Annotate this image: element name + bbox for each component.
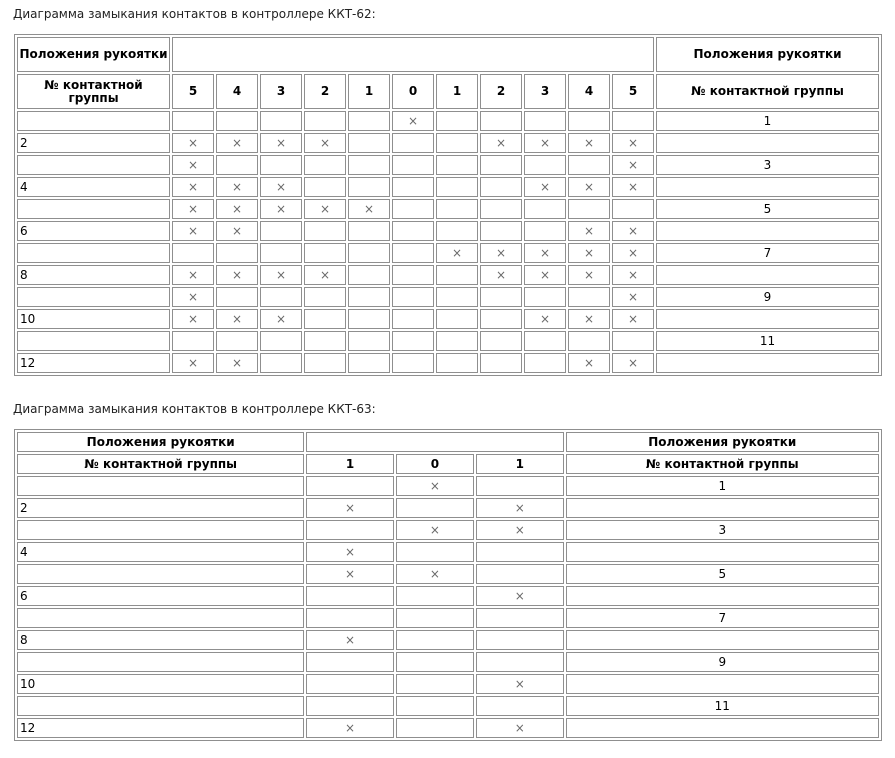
- contact-cell: [396, 542, 474, 562]
- contact-cell: [476, 630, 563, 650]
- contact-cell: [172, 243, 214, 263]
- contact-closed-mark: ×: [396, 520, 474, 540]
- header-contact-group-left: № контактной группы: [17, 454, 304, 474]
- contact-closed-mark: ×: [172, 133, 214, 153]
- contact-closed-mark: ×: [216, 309, 258, 329]
- contact-closed-mark: ×: [612, 221, 654, 241]
- table-row: [17, 586, 879, 606]
- position-header: 4: [216, 74, 258, 109]
- table-row: [17, 287, 879, 307]
- contact-cell: [436, 265, 478, 285]
- contact-cell: [216, 243, 258, 263]
- group-number-left: [17, 652, 304, 672]
- contact-cell: [480, 177, 522, 197]
- contact-closed-mark: ×: [172, 177, 214, 197]
- contact-cell: [306, 696, 393, 716]
- group-number-right: [656, 309, 879, 329]
- contact-cell: [480, 331, 522, 351]
- contact-cell: [396, 718, 474, 738]
- contact-closed-mark: ×: [304, 199, 346, 219]
- header-contact-group-left: № контактной группы: [17, 74, 170, 109]
- contact-closed-mark: ×: [568, 353, 610, 373]
- contact-closed-mark: ×: [476, 674, 563, 694]
- table-row: [17, 155, 879, 175]
- contact-closed-mark: ×: [480, 265, 522, 285]
- contact-cell: [524, 199, 566, 219]
- contact-closed-mark: ×: [612, 353, 654, 373]
- contact-closed-mark: ×: [480, 133, 522, 153]
- contact-closed-mark: ×: [524, 177, 566, 197]
- contact-closed-mark: ×: [260, 177, 302, 197]
- group-number-left: [17, 111, 170, 131]
- group-number-left: 12: [17, 353, 170, 373]
- table-row: [17, 542, 879, 562]
- group-number-left: 12: [17, 718, 304, 738]
- contact-cell: [304, 353, 346, 373]
- contact-cell: [480, 353, 522, 373]
- header-handle-positions-left: Положения рукоятки: [17, 432, 304, 452]
- group-number-right: [566, 630, 879, 650]
- contact-cell: [396, 630, 474, 650]
- contact-closed-mark: ×: [216, 133, 258, 153]
- group-number-left: 2: [17, 133, 170, 153]
- contact-cell: [436, 199, 478, 219]
- group-number-right: [656, 353, 879, 373]
- contact-cell: [348, 221, 390, 241]
- contact-cell: [436, 155, 478, 175]
- diagram-caption-kkt62: Диаграмма замыкания контактов в контроллере ККТ-62:: [13, 7, 376, 21]
- table-row: [17, 221, 879, 241]
- contact-cell: [436, 111, 478, 131]
- contact-closed-mark: ×: [476, 520, 563, 540]
- group-number-right: 9: [566, 652, 879, 672]
- contact-closed-mark: ×: [612, 155, 654, 175]
- contact-cell: [392, 331, 434, 351]
- contact-cell: [306, 476, 393, 496]
- group-number-right: [566, 542, 879, 562]
- contact-closed-mark: ×: [306, 564, 393, 584]
- group-number-left: [17, 243, 170, 263]
- contact-closed-mark: ×: [260, 199, 302, 219]
- contact-cell: [306, 586, 393, 606]
- contact-cell: [436, 353, 478, 373]
- table-row: [17, 652, 879, 672]
- contact-cell: [436, 287, 478, 307]
- header-row-positions: [17, 432, 879, 452]
- group-number-left: 2: [17, 498, 304, 518]
- contact-closed-mark: ×: [260, 309, 302, 329]
- table-row: [17, 718, 879, 738]
- contact-cell: [436, 309, 478, 329]
- contact-closed-mark: ×: [216, 265, 258, 285]
- contact-cell: [306, 520, 393, 540]
- contact-cell: [172, 111, 214, 131]
- group-number-right: [566, 498, 879, 518]
- contact-closed-mark: ×: [568, 133, 610, 153]
- contact-closed-mark: ×: [524, 243, 566, 263]
- position-header: 0: [392, 74, 434, 109]
- contact-cell: [260, 287, 302, 307]
- contact-closed-mark: ×: [304, 265, 346, 285]
- table-row: [17, 608, 879, 628]
- group-number-left: [17, 155, 170, 175]
- contact-closed-mark: ×: [216, 353, 258, 373]
- contact-cell: [480, 111, 522, 131]
- header-handle-positions-left: Положения рукоятки: [17, 37, 170, 72]
- header-contact-group-right: № контактной группы: [566, 454, 879, 474]
- contact-closed-mark: ×: [396, 564, 474, 584]
- contact-cell: [392, 155, 434, 175]
- contact-cell: [392, 309, 434, 329]
- contact-cell: [392, 221, 434, 241]
- contact-closed-mark: ×: [172, 199, 214, 219]
- contact-cell: [612, 111, 654, 131]
- contact-cell: [348, 177, 390, 197]
- contact-closed-mark: ×: [172, 221, 214, 241]
- contact-cell: [524, 353, 566, 373]
- group-number-right: [656, 221, 879, 241]
- contact-closed-mark: ×: [172, 353, 214, 373]
- contact-cell: [216, 331, 258, 351]
- table-row: [17, 331, 879, 351]
- contact-cell: [348, 309, 390, 329]
- contact-cell: [480, 155, 522, 175]
- group-number-right: 11: [656, 331, 879, 351]
- contact-cell: [260, 111, 302, 131]
- table-row: [17, 243, 879, 263]
- group-number-left: 4: [17, 542, 304, 562]
- group-number-right: 1: [566, 476, 879, 496]
- table-row: [17, 353, 879, 373]
- contact-cell: [524, 155, 566, 175]
- contact-cell: [568, 111, 610, 131]
- group-number-left: [17, 331, 170, 351]
- contact-cell: [304, 111, 346, 131]
- group-number-right: [566, 586, 879, 606]
- contact-closed-mark: ×: [568, 243, 610, 263]
- contact-closed-mark: ×: [392, 111, 434, 131]
- contact-closed-mark: ×: [480, 243, 522, 263]
- diagram-caption-kkt63: Диаграмма замыкания контактов в контроллере ККТ-63:: [13, 402, 376, 416]
- group-number-right: 3: [656, 155, 879, 175]
- contact-cell: [348, 243, 390, 263]
- contact-cell: [306, 608, 393, 628]
- contact-closed-mark: ×: [476, 498, 563, 518]
- contact-cell: [436, 133, 478, 153]
- contact-cell: [392, 265, 434, 285]
- contact-cell: [476, 476, 563, 496]
- position-header: 1: [476, 454, 563, 474]
- contact-closed-mark: ×: [304, 133, 346, 153]
- contact-closed-mark: ×: [476, 586, 563, 606]
- contact-cell: [304, 155, 346, 175]
- group-number-left: [17, 608, 304, 628]
- contact-cell: [304, 331, 346, 351]
- contact-cell: [216, 155, 258, 175]
- table-row: [17, 265, 879, 285]
- contact-cell: [480, 199, 522, 219]
- contact-closed-mark: ×: [216, 221, 258, 241]
- contact-cell: [568, 199, 610, 219]
- contact-closed-mark: ×: [436, 243, 478, 263]
- contact-closed-mark: ×: [172, 155, 214, 175]
- group-number-left: [17, 564, 304, 584]
- header-contact-group-right: № контактной группы: [656, 74, 879, 109]
- group-number-left: [17, 476, 304, 496]
- contact-cell: [304, 243, 346, 263]
- contact-cell: [260, 243, 302, 263]
- contact-closed-mark: ×: [612, 133, 654, 153]
- contact-closed-mark: ×: [306, 542, 393, 562]
- group-number-right: 7: [656, 243, 879, 263]
- contact-cell: [476, 696, 563, 716]
- position-header: 3: [524, 74, 566, 109]
- header-positions-span: [172, 37, 654, 72]
- table-row: [17, 177, 879, 197]
- group-number-left: [17, 520, 304, 540]
- contact-cell: [396, 608, 474, 628]
- group-number-right: 1: [656, 111, 879, 131]
- contact-cell: [524, 221, 566, 241]
- contact-closed-mark: ×: [172, 265, 214, 285]
- group-number-right: 7: [566, 608, 879, 628]
- contact-cell: [396, 652, 474, 672]
- contact-closed-mark: ×: [476, 718, 563, 738]
- contact-closed-mark: ×: [260, 265, 302, 285]
- contact-cell: [476, 652, 563, 672]
- contact-cell: [476, 564, 563, 584]
- contact-closed-mark: ×: [216, 177, 258, 197]
- contact-closed-mark: ×: [568, 221, 610, 241]
- contact-closed-mark: ×: [172, 309, 214, 329]
- contact-cell: [260, 155, 302, 175]
- contact-cell: [436, 331, 478, 351]
- group-number-left: [17, 199, 170, 219]
- position-header: 2: [480, 74, 522, 109]
- contact-cell: [480, 309, 522, 329]
- group-number-right: [656, 133, 879, 153]
- contact-cell: [392, 243, 434, 263]
- position-header: 4: [568, 74, 610, 109]
- contact-closed-mark: ×: [306, 718, 393, 738]
- table-row: [17, 133, 879, 153]
- group-number-right: 11: [566, 696, 879, 716]
- table-row: [17, 520, 879, 540]
- table-row: [17, 498, 879, 518]
- position-header: 1: [436, 74, 478, 109]
- group-number-left: 8: [17, 630, 304, 650]
- contact-closed-mark: ×: [306, 630, 393, 650]
- contact-cell: [306, 652, 393, 672]
- position-header: 2: [304, 74, 346, 109]
- contact-cell: [348, 155, 390, 175]
- table-row: [17, 630, 879, 650]
- header-row-groups: [17, 454, 879, 474]
- group-number-right: 5: [656, 199, 879, 219]
- table-row: [17, 564, 879, 584]
- contact-closed-mark: ×: [260, 133, 302, 153]
- contact-cell: [348, 111, 390, 131]
- contact-cell: [480, 221, 522, 241]
- group-number-right: [656, 265, 879, 285]
- group-number-right: [566, 674, 879, 694]
- contact-cell: [260, 331, 302, 351]
- contact-cell: [348, 353, 390, 373]
- contact-closed-mark: ×: [612, 243, 654, 263]
- header-handle-positions-right: Положения рукоятки: [656, 37, 879, 72]
- contact-closed-mark: ×: [306, 498, 393, 518]
- position-header: 3: [260, 74, 302, 109]
- group-number-left: 10: [17, 674, 304, 694]
- contact-cell: [524, 111, 566, 131]
- group-number-right: 3: [566, 520, 879, 540]
- group-number-right: 5: [566, 564, 879, 584]
- contact-closed-mark: ×: [612, 309, 654, 329]
- contact-cell: [304, 309, 346, 329]
- contact-cell: [348, 287, 390, 307]
- contact-cell: [396, 586, 474, 606]
- contact-cell: [172, 331, 214, 351]
- contact-closed-mark: ×: [524, 309, 566, 329]
- group-number-left: 6: [17, 586, 304, 606]
- header-handle-positions-right: Положения рукоятки: [566, 432, 879, 452]
- contact-cell: [396, 696, 474, 716]
- contact-closed-mark: ×: [568, 177, 610, 197]
- table-row: [17, 476, 879, 496]
- group-number-right: [566, 718, 879, 738]
- contact-closed-mark: ×: [172, 287, 214, 307]
- contact-closed-mark: ×: [612, 287, 654, 307]
- contact-cell: [524, 287, 566, 307]
- position-header: 5: [612, 74, 654, 109]
- contact-cell: [396, 674, 474, 694]
- contact-diagram-table-kkt62: [14, 34, 882, 376]
- contact-closed-mark: ×: [524, 133, 566, 153]
- contact-cell: [392, 133, 434, 153]
- contact-cell: [396, 498, 474, 518]
- group-number-left: 8: [17, 265, 170, 285]
- group-number-left: [17, 287, 170, 307]
- position-header: 5: [172, 74, 214, 109]
- group-number-right: 9: [656, 287, 879, 307]
- contact-closed-mark: ×: [396, 476, 474, 496]
- contact-cell: [348, 331, 390, 351]
- contact-cell: [216, 287, 258, 307]
- contact-cell: [612, 199, 654, 219]
- table-row: [17, 696, 879, 716]
- contact-cell: [568, 287, 610, 307]
- position-header: 1: [306, 454, 393, 474]
- group-number-left: 4: [17, 177, 170, 197]
- contact-cell: [392, 353, 434, 373]
- contact-cell: [612, 331, 654, 351]
- position-header: 1: [348, 74, 390, 109]
- contact-closed-mark: ×: [568, 265, 610, 285]
- table-row: [17, 309, 879, 329]
- contact-closed-mark: ×: [524, 265, 566, 285]
- group-number-left: [17, 696, 304, 716]
- group-number-left: 10: [17, 309, 170, 329]
- contact-cell: [568, 331, 610, 351]
- contact-cell: [260, 221, 302, 241]
- header-row-groups: [17, 74, 879, 109]
- contact-diagram-table-kkt63: [14, 429, 882, 741]
- contact-cell: [392, 287, 434, 307]
- contact-cell: [392, 199, 434, 219]
- contact-cell: [304, 177, 346, 197]
- contact-cell: [392, 177, 434, 197]
- contact-cell: [216, 111, 258, 131]
- contact-cell: [304, 287, 346, 307]
- contact-closed-mark: ×: [348, 199, 390, 219]
- position-header: 0: [396, 454, 474, 474]
- contact-cell: [348, 265, 390, 285]
- contact-cell: [568, 155, 610, 175]
- header-row-positions: [17, 37, 879, 72]
- contact-closed-mark: ×: [612, 265, 654, 285]
- group-number-right: [656, 177, 879, 197]
- contact-cell: [306, 674, 393, 694]
- contact-closed-mark: ×: [216, 199, 258, 219]
- contact-cell: [524, 331, 566, 351]
- table-row: [17, 674, 879, 694]
- header-positions-span: [306, 432, 563, 452]
- contact-closed-mark: ×: [612, 177, 654, 197]
- contact-cell: [304, 221, 346, 241]
- contact-cell: [260, 353, 302, 373]
- contact-cell: [436, 221, 478, 241]
- contact-closed-mark: ×: [568, 309, 610, 329]
- contact-cell: [436, 177, 478, 197]
- contact-cell: [348, 133, 390, 153]
- contact-cell: [476, 542, 563, 562]
- table-row: [17, 199, 879, 219]
- group-number-left: 6: [17, 221, 170, 241]
- contact-cell: [476, 608, 563, 628]
- contact-cell: [480, 287, 522, 307]
- table-row: [17, 111, 879, 131]
